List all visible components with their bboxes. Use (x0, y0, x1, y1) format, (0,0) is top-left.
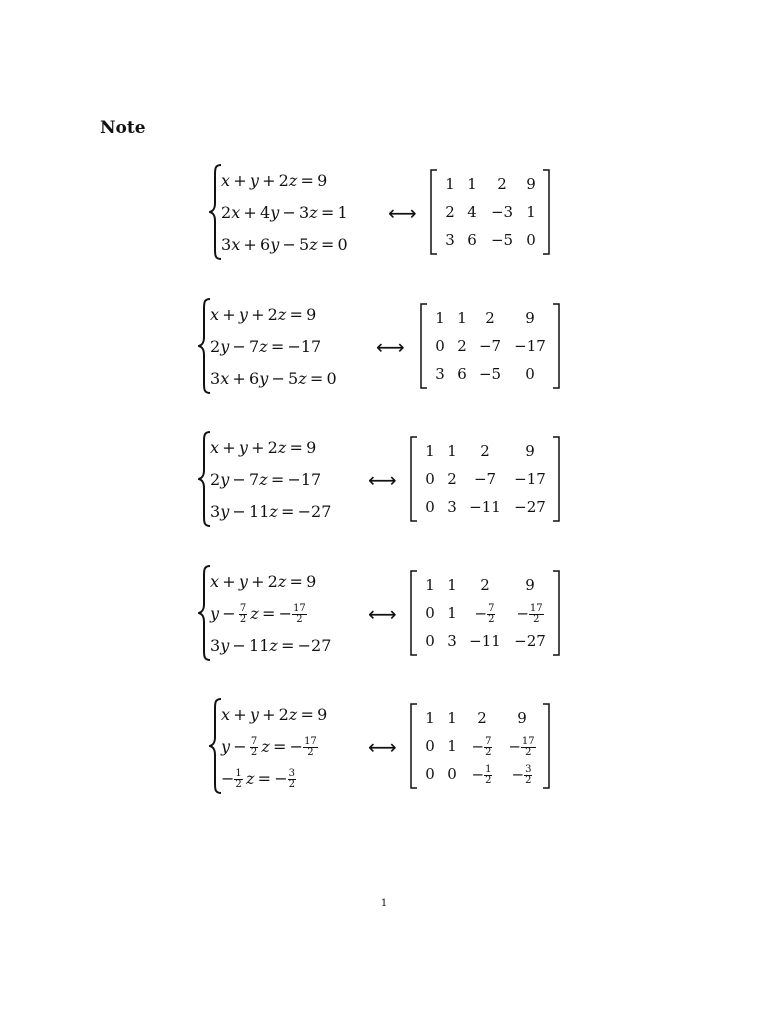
equation: x + y + 2z = 9 (210, 438, 317, 457)
fraction: $\frac{7}{2}$ (488, 603, 495, 625)
equivalence-arrow: ⟷ (388, 201, 417, 225)
matrix-cell: −27 (514, 632, 546, 650)
matrix-cell: 2 (480, 576, 490, 594)
equation-system (209, 163, 569, 263)
augmented-matrix (430, 169, 550, 259)
matrix-cell: 9 (525, 442, 535, 460)
equation: x + y + 2z = 9 (221, 705, 328, 724)
equation: y − $\frac{7}{2}$ z = − $\frac{17}{2}$ (210, 603, 306, 625)
matrix-cell: 1 (447, 442, 457, 460)
right-bracket (542, 703, 550, 789)
matrix-cell: − $\frac{7}{2}$ (471, 736, 492, 758)
matrix-cell: 2 (477, 709, 487, 727)
matrix-cell: 4 (467, 203, 477, 221)
matrix-cell: 9 (525, 576, 535, 594)
matrix-cell: 0 (425, 498, 435, 516)
matrix-cell: 2 (445, 203, 455, 221)
matrix-cell: 3 (447, 632, 457, 650)
equation-system (198, 430, 558, 530)
augmented-matrix (410, 436, 560, 526)
matrix-cell: 0 (425, 604, 435, 622)
fraction: $\frac{17}{2}$ (293, 603, 306, 625)
matrix-cell: −7 (473, 470, 497, 488)
equation: x + y + 2z = 9 (221, 171, 328, 190)
matrix-cell: 1 (425, 442, 435, 460)
equivalence-arrow: ⟷ (368, 468, 397, 492)
matrix-cell: 2 (480, 442, 490, 460)
equation: 2x + 4y − 3z = 1 (221, 203, 348, 222)
matrix-cell: 0 (425, 765, 435, 783)
matrix-cell: 1 (457, 309, 467, 327)
fraction: $\frac{17}{2}$ (529, 603, 543, 625)
matrix-cell: − $\frac{1}{2}$ (471, 764, 492, 786)
augmented-matrix (410, 570, 560, 660)
equation: 3x + 6y − 5z = 0 (210, 369, 337, 388)
right-bracket (552, 303, 560, 389)
page-number: 1 (380, 898, 388, 909)
matrix-cell: 3 (447, 498, 457, 516)
matrix-cell: 2 (497, 175, 507, 193)
matrix-cell: 9 (517, 709, 527, 727)
matrix-cell: 9 (525, 309, 535, 327)
matrix-cell: 2 (447, 470, 457, 488)
matrix-cell: 0 (425, 470, 435, 488)
matrix-cell: −11 (469, 498, 501, 516)
matrix-cell: 0 (435, 337, 445, 355)
equation: 2y − 7z = −17 (210, 337, 322, 356)
matrix-cell: 1 (445, 175, 455, 193)
matrix-cell: 0 (447, 765, 457, 783)
matrix-cell: 1 (447, 604, 457, 622)
matrix-cell: 0 (425, 632, 435, 650)
matrix-cell: 1 (447, 576, 457, 594)
fraction: $\frac{1}{2}$ (485, 764, 492, 786)
equation: 3y − 11z = −27 (210, 502, 332, 521)
fraction: $\frac{3}{2}$ (288, 768, 295, 790)
matrix-cell: 3 (435, 365, 445, 383)
page-heading: Note (100, 118, 146, 138)
matrix-cell: 1 (425, 709, 435, 727)
matrix-cell: −11 (469, 632, 501, 650)
matrix-cell: − $\frac{7}{2}$ (474, 603, 495, 625)
matrix-cell: 0 (525, 365, 535, 383)
matrix-cell: 1 (447, 737, 457, 755)
equivalence-arrow: ⟷ (376, 335, 405, 359)
augmented-matrix (410, 703, 550, 793)
fraction: $\frac{17}{2}$ (521, 736, 535, 758)
equation-system (209, 697, 569, 797)
matrix-cell: −5 (490, 231, 514, 249)
fraction: $\frac{7}{2}$ (485, 736, 492, 758)
matrix-cell: −3 (490, 203, 514, 221)
matrix-cell: 2 (457, 337, 467, 355)
right-bracket (552, 570, 560, 656)
matrix-cell: 1 (447, 709, 457, 727)
equation: x + y + 2z = 9 (210, 572, 317, 591)
equation: − $\frac{1}{2}$ z = − $\frac{3}{2}$ (221, 768, 295, 790)
matrix-cell: − $\frac{17}{2}$ (508, 736, 535, 758)
matrix-cell: 1 (435, 309, 445, 327)
equivalence-arrow: ⟷ (368, 602, 397, 626)
fraction: $\frac{1}{2}$ (235, 768, 242, 790)
matrix-cell: − $\frac{17}{2}$ (516, 603, 543, 625)
matrix-cell: 1 (467, 175, 477, 193)
equation: 3x + 6y − 5z = 0 (221, 235, 348, 254)
matrix-cell: 3 (445, 231, 455, 249)
matrix-cell: 0 (526, 231, 536, 249)
equivalence-arrow: ⟷ (368, 735, 397, 759)
matrix-cell: 1 (425, 576, 435, 594)
matrix-cell: −17 (514, 337, 546, 355)
matrix-cell: 6 (457, 365, 467, 383)
matrix-cell: 9 (526, 175, 536, 193)
matrix-cell: 1 (526, 203, 536, 221)
equation: 2y − 7z = −17 (210, 470, 322, 489)
matrix-cell: 2 (485, 309, 495, 327)
equation: x + y + 2z = 9 (210, 305, 317, 324)
matrix-cell: −5 (478, 365, 502, 383)
equation: y − $\frac{7}{2}$ z = − $\frac{17}{2}$ (221, 736, 317, 758)
augmented-matrix (420, 303, 560, 393)
fraction: $\frac{3}{2}$ (525, 764, 532, 786)
matrix-cell: −17 (514, 470, 546, 488)
equation-system (198, 297, 558, 397)
matrix-cell: 0 (425, 737, 435, 755)
right-bracket (552, 436, 560, 522)
matrix-cell: − $\frac{3}{2}$ (511, 764, 532, 786)
matrix-cell: 6 (467, 231, 477, 249)
matrix-cell: −7 (478, 337, 502, 355)
fraction: $\frac{7}{2}$ (239, 603, 247, 625)
fraction: $\frac{17}{2}$ (304, 736, 317, 758)
fraction: $\frac{7}{2}$ (250, 736, 258, 758)
equation: 3y − 11z = −27 (210, 636, 332, 655)
equation-system (198, 564, 558, 664)
matrix-cell: −27 (514, 498, 546, 516)
